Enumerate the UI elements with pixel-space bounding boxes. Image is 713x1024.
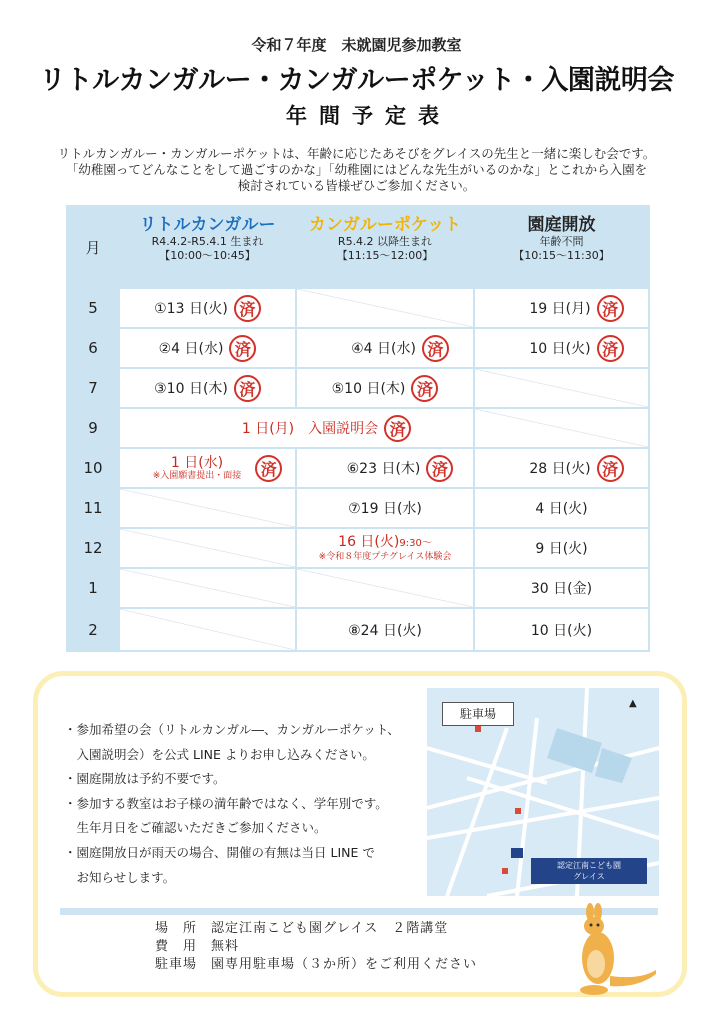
parking-map <box>427 688 659 896</box>
page-title: リトルカンガルー・カンガルーポケット・入園説明会 <box>39 65 674 96</box>
completed-stamp: 済 <box>234 295 261 322</box>
school-badge <box>531 858 647 884</box>
month-cell: 5 <box>68 289 118 327</box>
empty-cell <box>475 409 648 447</box>
completed-stamp: 済 <box>426 455 453 482</box>
note-line: ・園庭開放は予約不要です。 <box>64 771 226 787</box>
date-text: 4 日(火) <box>535 501 588 517</box>
month-cell: 11 <box>68 489 118 527</box>
detail-location: 場 所 認定江南こども園グレイス ２階講堂 <box>155 921 449 936</box>
completed-stamp: 済 <box>597 295 624 322</box>
badge-line: 認定江南こども園 <box>557 861 621 870</box>
empty-cell <box>475 369 648 407</box>
intro-paragraph <box>0 146 713 194</box>
column-name: 園庭開放 <box>527 215 596 235</box>
intro-line: リトルカンガルー・カンガルーポケットは、年齢に応じたあそびをグレイスの先生と一緒に楽しむ会です。 <box>57 146 656 161</box>
date-text: ①13 日(火) <box>154 301 228 317</box>
date-note: ※令和８年度プチグレイス体験会 <box>318 551 452 562</box>
date-text: 16 日(火) <box>338 533 400 550</box>
date-text: ⑤10 日(木) <box>331 381 406 397</box>
empty-cell <box>120 529 295 567</box>
schedule-cell <box>120 289 295 327</box>
column-name: カンガルーポケット <box>308 215 462 235</box>
date-text: 19 日(月) <box>529 301 591 317</box>
date-text: ⑧24 日(火) <box>348 622 422 639</box>
empty-cell <box>120 609 295 650</box>
date-text: 30 日(金) <box>530 581 593 597</box>
column-header-kangaroo-pocket <box>297 207 473 287</box>
schedule-cell <box>475 569 648 607</box>
empty-cell <box>297 289 473 327</box>
month-cell: 9 <box>68 409 118 447</box>
date-text: 10 日(火) <box>529 341 591 357</box>
empty-cell <box>120 489 295 527</box>
note-line: ・参加する教室はお子様の満年齢ではなく、学年別です。 <box>64 795 388 811</box>
empty-cell <box>120 569 295 607</box>
schedule-table <box>66 205 650 652</box>
schedule-cell <box>120 329 295 367</box>
north-arrow-icon: ▲ <box>629 698 637 709</box>
completed-stamp: 済 <box>422 335 449 362</box>
schedule-cell <box>297 449 473 487</box>
notes-list <box>64 718 414 890</box>
date-text: 9 日(火) <box>535 541 588 557</box>
completed-stamp: 済 <box>597 335 624 362</box>
note-line: お知らせします。 <box>64 869 176 885</box>
month-cell: 7 <box>68 369 118 407</box>
note-line: 生年月日をご確認いただきご参加ください。 <box>64 820 327 836</box>
date-text: ②4 日(水) <box>158 341 224 357</box>
date-with-note <box>153 455 242 482</box>
enrollment-briefing-text: 1 日(月) 入園説明会 <box>241 421 379 437</box>
month-cell: 10 <box>68 449 118 487</box>
schedule-cell <box>297 529 473 567</box>
event-details <box>155 920 477 974</box>
date-text: 1 日(水) <box>170 454 224 471</box>
date-with-time <box>338 534 432 552</box>
completed-stamp: 済 <box>229 335 256 362</box>
intro-line: 「幼稚園ってどんなことをして過ごすのかな」「幼稚園にはどんな先生がいるのかな」とこれから入園を <box>65 162 648 177</box>
page-subtitle: 年間予定表 <box>286 104 451 128</box>
note-line: 入園説明会）を公式 LINE よりお申し込みください。 <box>64 746 375 762</box>
merged-schedule-cell <box>120 409 473 447</box>
intro-line: 検討されている皆様ぜひご参加ください。 <box>237 178 476 193</box>
eyebrow-text: 令和７年度 未就園児参加教室 <box>251 36 462 54</box>
month-cell: 12 <box>68 529 118 567</box>
date-text: ④4 日(水) <box>351 341 416 357</box>
schedule-cell <box>475 529 648 567</box>
schedule-cell <box>475 449 648 487</box>
column-time: 【10:00〜10:45】 <box>159 249 256 262</box>
time-text: 9:30〜 <box>399 537 432 549</box>
schedule-cell <box>475 289 648 327</box>
detail-parking: 駐車場 園専用駐車場（３か所）をご利用ください <box>155 957 478 972</box>
column-time: 【11:15〜12:00】 <box>336 249 434 262</box>
month-cell: 2 <box>68 609 118 650</box>
column-header-garden-open <box>475 207 648 287</box>
schedule-cell <box>475 609 648 650</box>
completed-stamp: 済 <box>234 375 261 402</box>
date-text: ⑦19 日(水) <box>348 501 422 517</box>
column-time: 【10:15〜11:30】 <box>513 249 610 262</box>
date-text: ③10 日(木) <box>154 381 228 397</box>
column-name: リトルカンガルー <box>139 215 276 235</box>
empty-cell <box>297 569 473 607</box>
completed-stamp: 済 <box>411 375 438 402</box>
schedule-cell <box>475 489 648 527</box>
completed-stamp: 済 <box>384 415 411 442</box>
schedule-cell <box>297 369 473 407</box>
month-cell: 6 <box>68 329 118 367</box>
schedule-cell <box>297 489 473 527</box>
badge-line: グレイス <box>573 872 605 881</box>
completed-stamp: 済 <box>255 455 282 482</box>
detail-fee: 費 用 無料 <box>155 939 240 954</box>
note-line: ・参加希望の会（リトルカンガル―、カンガルーポケット、 <box>64 722 400 737</box>
schedule-cell <box>120 369 295 407</box>
completed-stamp: 済 <box>597 455 624 482</box>
date-note: ※入園願書提出・面接 <box>152 470 242 481</box>
date-text: ⑥23 日(木) <box>346 461 421 477</box>
schedule-cell <box>297 609 473 650</box>
date-text: 28 日(火) <box>529 461 591 477</box>
schedule-cell <box>297 329 473 367</box>
schedule-cell <box>475 329 648 367</box>
column-header-little-kangaroo <box>120 207 295 287</box>
date-text: 10 日(火) <box>530 622 593 639</box>
schedule-cell <box>120 449 295 487</box>
note-line: ・園庭開放日が雨天の場合、開催の有無は当日 LINE で <box>64 844 375 860</box>
month-header: 月 <box>68 207 118 287</box>
column-birth-range: R4.4.2-R5.4.1 生まれ <box>151 235 264 248</box>
parking-label: 駐車場 <box>442 702 514 726</box>
column-age: 年齢不問 <box>539 235 584 248</box>
column-birth-range: R5.4.2 以降生まれ <box>337 235 433 248</box>
kangaroo-illustration-icon <box>560 898 660 998</box>
month-cell: 1 <box>68 569 118 607</box>
